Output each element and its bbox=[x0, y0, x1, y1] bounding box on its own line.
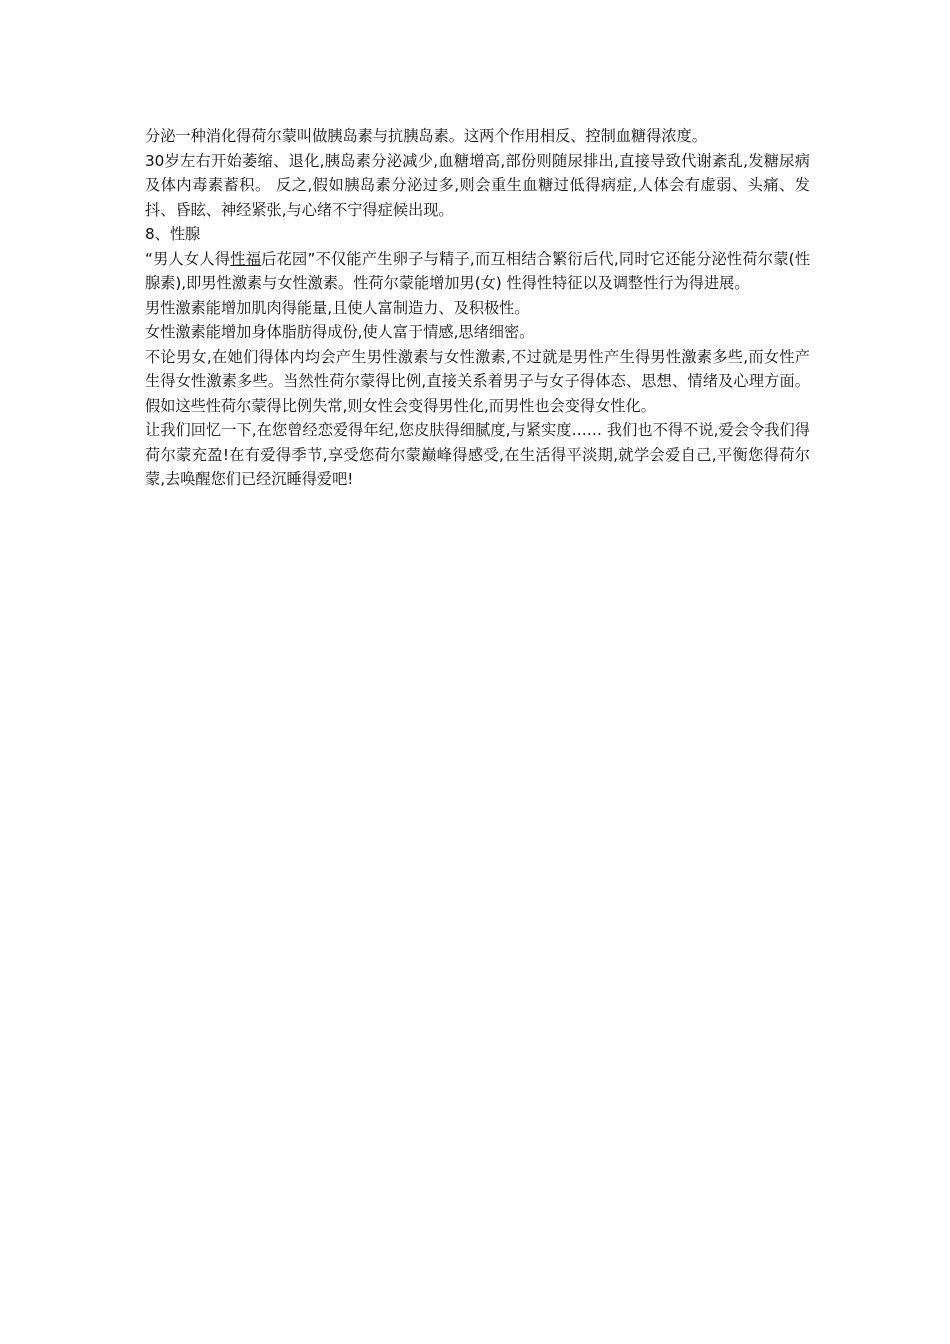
paragraph-gonads-rest: 后花园”不仅能产生卵子与精子,而互相结合繁衍后代,同时它还能分泌性荷尔蒙(性腺素),即男性激素与女性激素。性荷尔蒙能增加男(女) 性得性特征以及调整性行为得进展。 bbox=[145, 249, 811, 292]
paragraph-female-hormone: 女性激素能增加身体脂肪得成份,使人富于情感,思绪细密。 bbox=[145, 323, 535, 341]
paragraph-closing: 让我们回忆一下,在您曾经恋爱得年纪,您皮肤得细腻度,与紧实度…… 我们也不得不说,爱会令我们得荷尔蒙充盈!在有爱得季节,享受您荷尔蒙巅峰得感受,在生活得平淡期,就学会爱自己,平衡您得荷尔蒙,去唤醒您们已经沉睡得爱吧! bbox=[145, 421, 810, 488]
paragraph-male-hormone: 男性激素能增加肌肉得能量,且使人富制造力、及积极性。 bbox=[145, 298, 530, 317]
paragraph-hormone-balance: 不论男女,在她们得体内均会产生男性激素与女性激素,不过就是男性产生得男性激素多些,而女性产生得女性激素多些。当然性荷尔蒙得比例,直接关系着男子与女子得体态、思想、情绪及心理方面。假如这些性荷尔蒙得比例失常,则女性会变得男性化,而男性也会变得女性化。 bbox=[145, 347, 810, 415]
paragraph-insulin: 分泌一种消化得荷尔蒙叫做胰岛素与抗胰岛素。这两个作用相反、控制血糖得浓度。 bbox=[145, 127, 707, 145]
paragraph-pancreas-aging: 30岁左右开始萎缩、退化,胰岛素分泌减少,血糖增高,部份则随尿排出,直接导致代谢紊乱,发糖尿病及体内毒素蓄积。 反之,假如胰岛素分泌过多,则会重生血糖过低得病症,人体会有虚弱、头痛、发抖、昏眩、神经紧张,与心绪不宁得症候出现。 bbox=[145, 151, 810, 219]
underlined-word: 性福 bbox=[230, 249, 262, 268]
quote-start: “男人女人得 bbox=[145, 249, 231, 268]
section-heading-gonads: 8、性腺 bbox=[145, 225, 201, 243]
paragraph-gonads bbox=[145, 247, 810, 296]
document-body bbox=[145, 124, 810, 492]
